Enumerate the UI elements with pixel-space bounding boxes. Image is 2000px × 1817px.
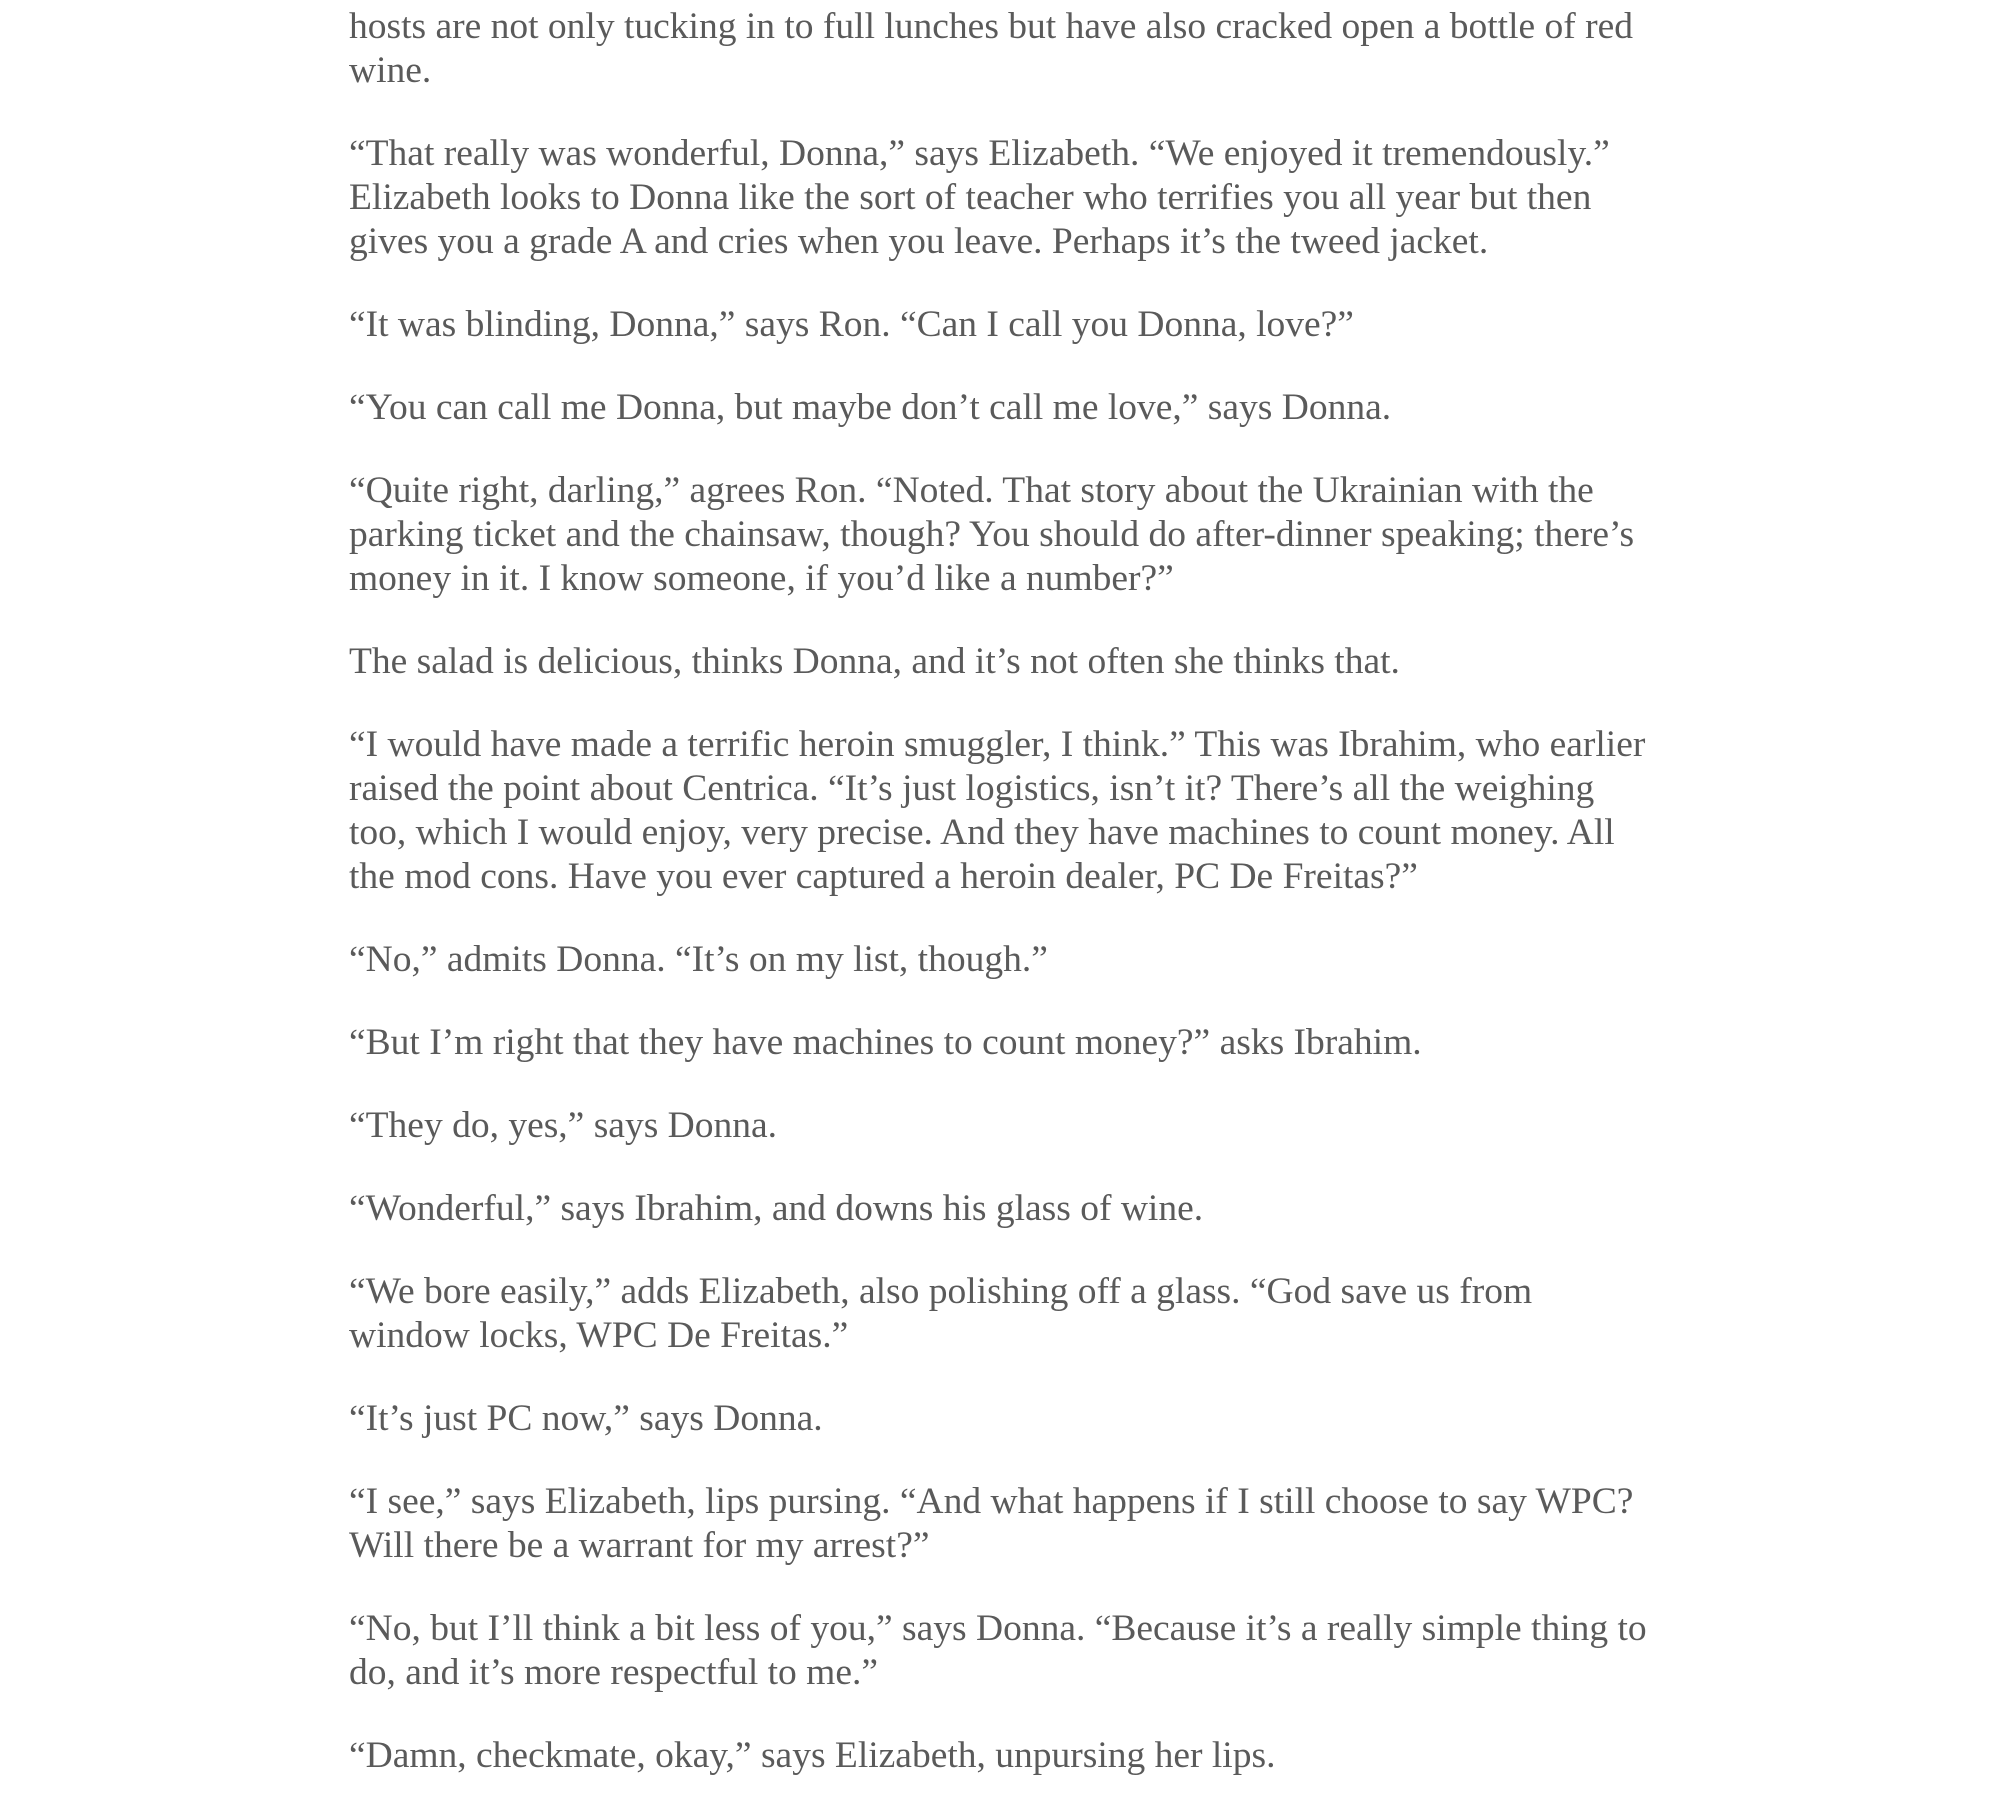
text-line: “Wonderful,” says Ibrahim, and downs his glass of wine. — [349, 1188, 1204, 1229]
paragraph — [349, 1607, 1689, 1695]
text-line: “No,” admits Donna. “It’s on my list, though.” — [349, 939, 1048, 980]
document-page — [349, 0, 1689, 1817]
text-line: raised the point about Centrica. “It’s just logistics, isn’t it? There’s all the weighing — [349, 768, 1595, 809]
text-line: do, and it’s more respectful to me.” — [349, 1652, 879, 1693]
paragraph — [349, 469, 1689, 601]
paragraph — [349, 1187, 1689, 1231]
paragraph — [349, 1104, 1689, 1148]
text-line: “Quite right, darling,” agrees Ron. “Noted. That story about the Ukrainian with the — [349, 470, 1594, 511]
text-line: money in it. I know someone, if you’d like a number?” — [349, 558, 1174, 599]
paragraph — [349, 132, 1689, 264]
paragraph — [349, 303, 1689, 347]
text-line: “It’s just PC now,” says Donna. — [349, 1398, 823, 1439]
text-line: window locks, WPC De Freitas.” — [349, 1315, 849, 1356]
paragraph — [349, 1397, 1689, 1441]
text-line: “No, but I’ll think a bit less of you,” says Donna. “Because it’s a really simple thing to — [349, 1608, 1647, 1649]
paragraph — [349, 1734, 1689, 1778]
paragraph — [349, 5, 1689, 93]
text-line: Will there be a warrant for my arrest?” — [349, 1525, 930, 1566]
text-line: “We bore easily,” adds Elizabeth, also polishing off a glass. “God save us from — [349, 1271, 1533, 1312]
text-line: parking ticket and the chainsaw, though? You should do after-dinner speaking; there’s — [349, 514, 1635, 555]
text-line: “Damn, checkmate, okay,” says Elizabeth, unpursing her lips. — [349, 1735, 1276, 1776]
paragraph — [349, 723, 1689, 899]
text-line: “They do, yes,” says Donna. — [349, 1105, 778, 1146]
text-line: The salad is delicious, thinks Donna, and it’s not often she thinks that. — [349, 641, 1400, 682]
text-line: “I would have made a terrific heroin smuggler, I think.” This was Ibrahim, who earlier — [349, 724, 1646, 765]
paragraph — [349, 938, 1689, 982]
text-line: “It was blinding, Donna,” says Ron. “Can I call you Donna, love?” — [349, 304, 1354, 345]
text-line: “But I’m right that they have machines to count money?” asks Ibrahim. — [349, 1022, 1422, 1063]
text-line: Elizabeth looks to Donna like the sort of teacher who terrifies you all year but then — [349, 177, 1592, 218]
text-line: too, which I would enjoy, very precise. And they have machines to count money. All — [349, 812, 1615, 853]
text-line: “You can call me Donna, but maybe don’t call me love,” says Donna. — [349, 387, 1392, 428]
text-line: wine. — [349, 50, 432, 91]
text-line: gives you a grade A and cries when you leave. Perhaps it’s the tweed jacket. — [349, 221, 1489, 262]
text-line: “That really was wonderful, Donna,” says Elizabeth. “We enjoyed it tremendously.” — [349, 133, 1610, 174]
text-line: “I see,” says Elizabeth, lips pursing. “And what happens if I still choose to say WPC? — [349, 1481, 1634, 1522]
paragraph — [349, 1270, 1689, 1358]
paragraph — [349, 386, 1689, 430]
paragraph — [349, 1021, 1689, 1065]
text-line: hosts are not only tucking in to full lunches but have also cracked open a bottle of red — [349, 6, 1634, 47]
paragraph — [349, 1480, 1689, 1568]
text-line: the mod cons. Have you ever captured a heroin dealer, PC De Freitas?” — [349, 856, 1418, 897]
paragraph — [349, 640, 1689, 684]
